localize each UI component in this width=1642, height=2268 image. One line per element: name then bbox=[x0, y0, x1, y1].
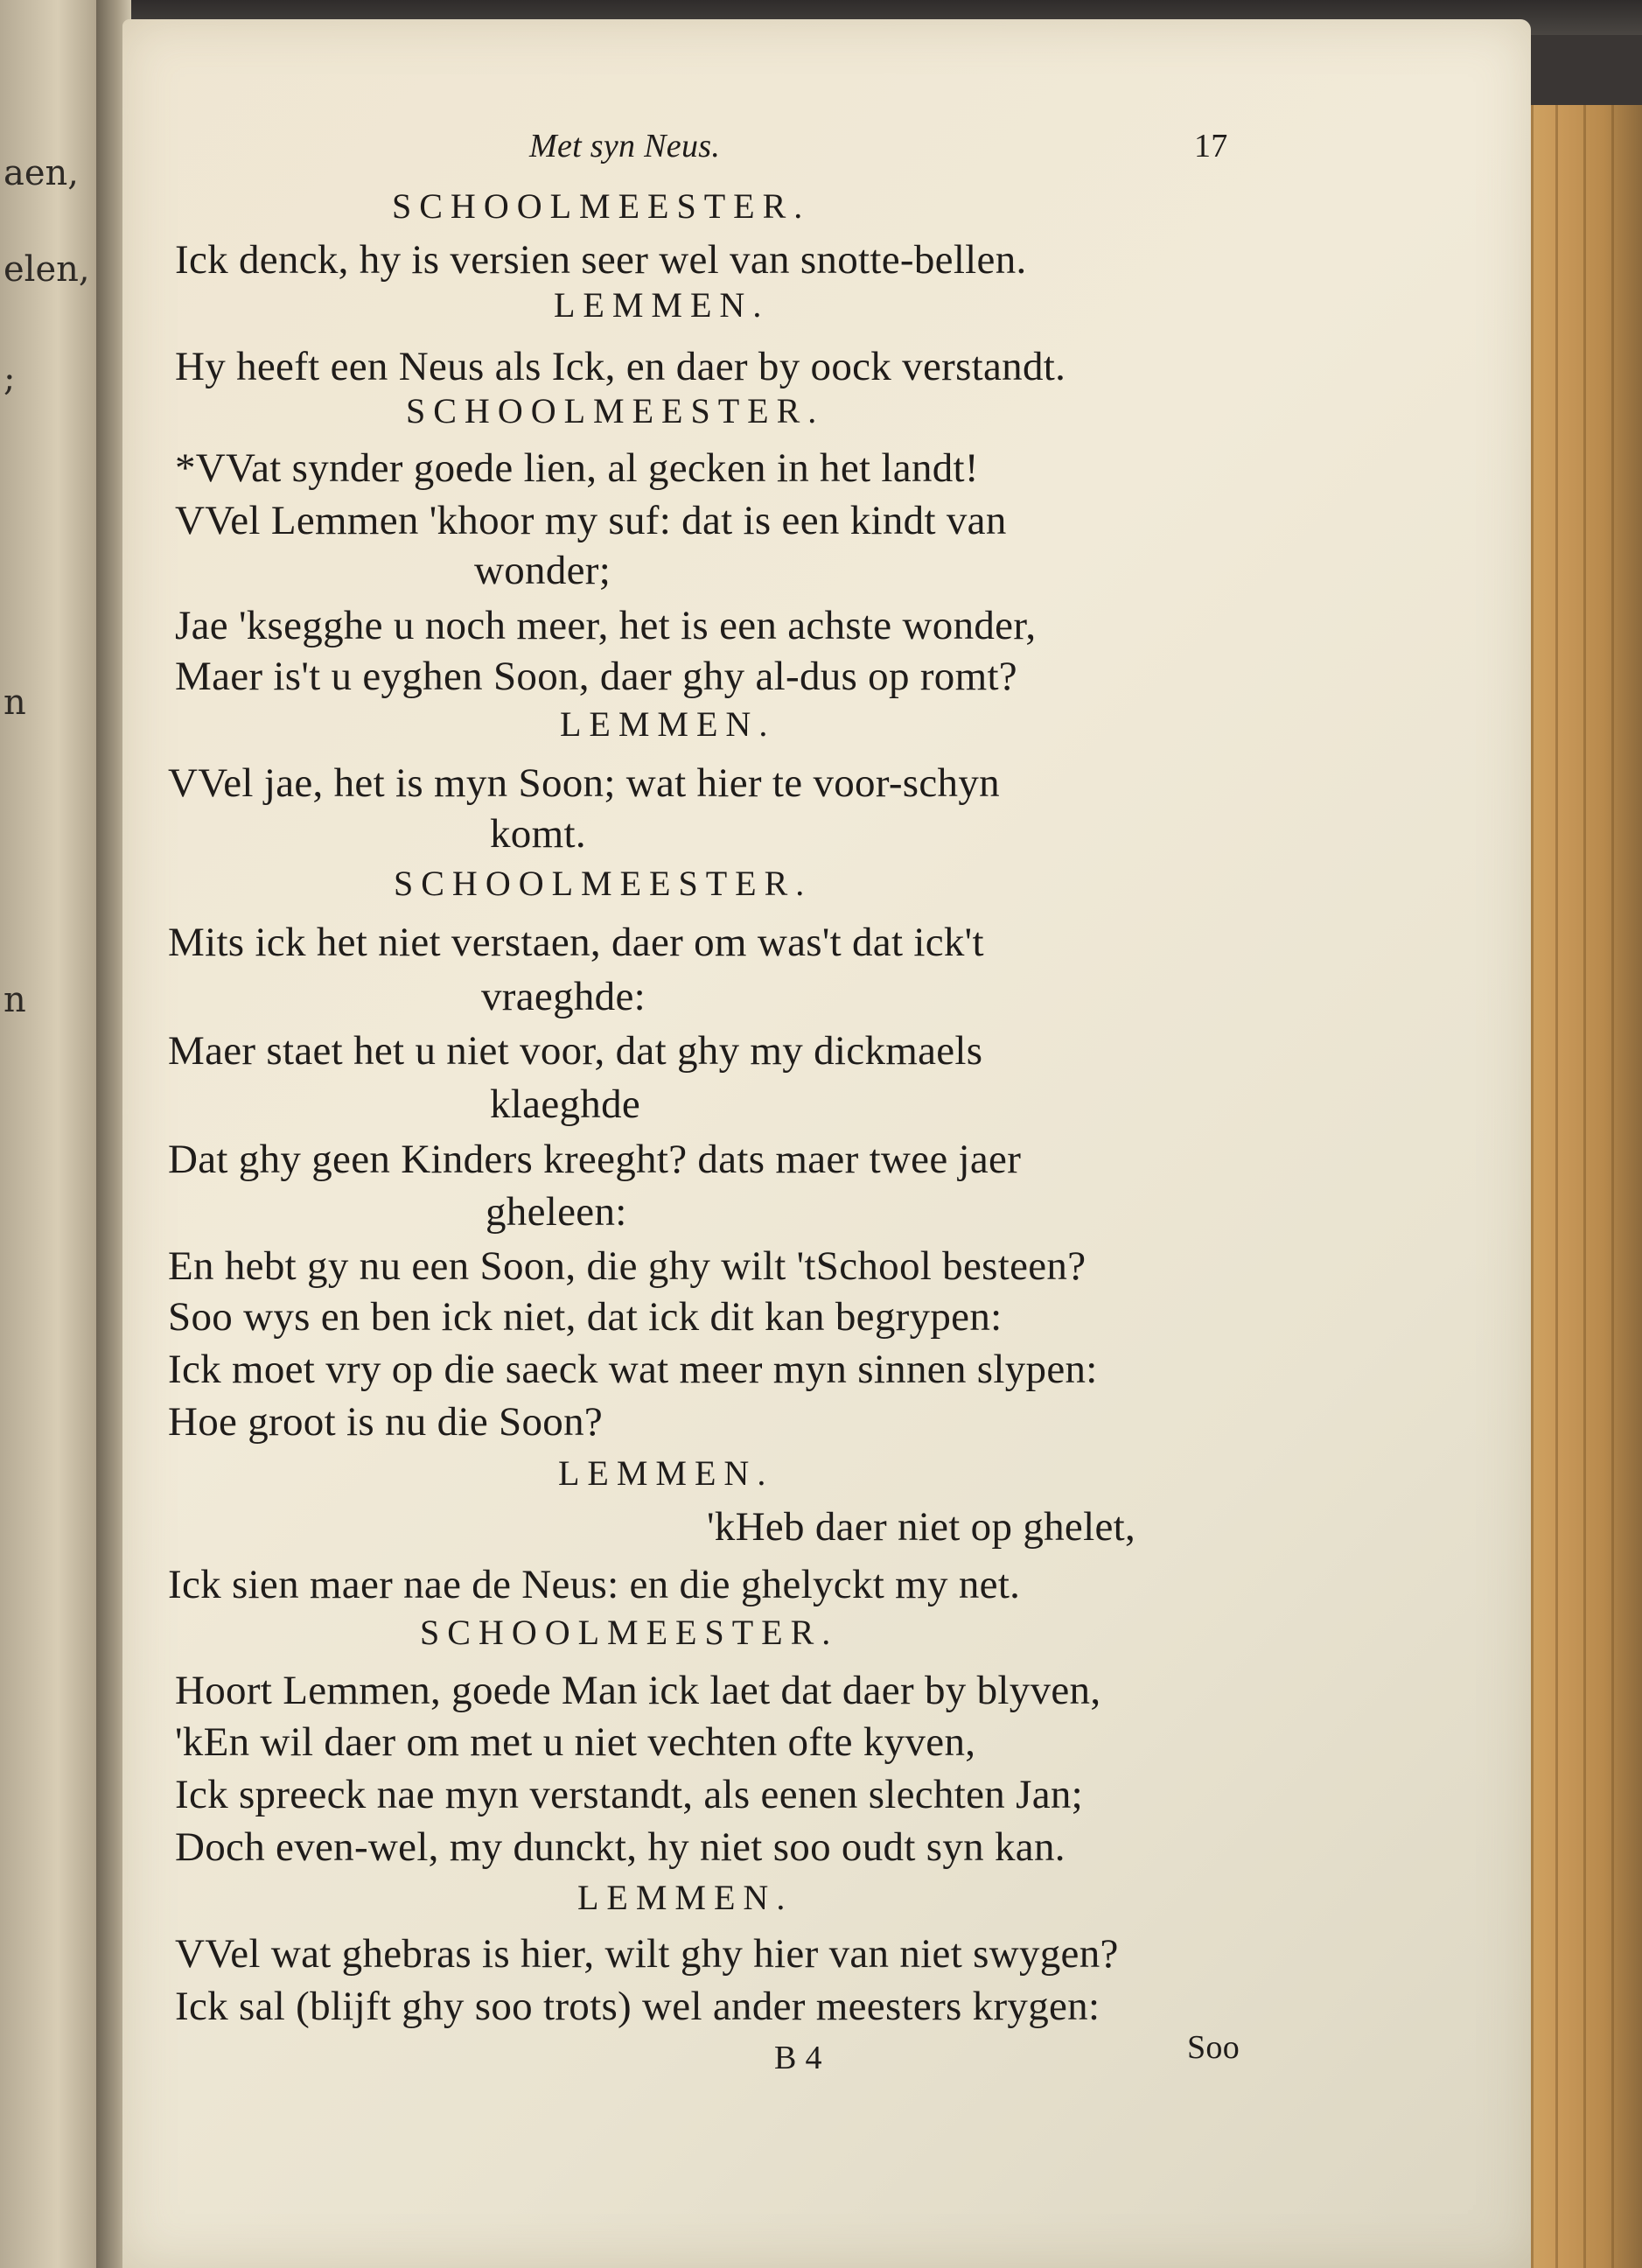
speaker-heading: SCHOOLMEESTER. bbox=[392, 186, 811, 226]
verse-line: Hoe groot is nu die Soon? bbox=[168, 1399, 604, 1445]
verse-turnover: wonder; bbox=[474, 548, 611, 593]
speaker-heading: SCHOOLMEESTER. bbox=[394, 864, 813, 903]
verse-line: Ick sal (blijft ghy soo trots) wel ander meesters krygen: bbox=[175, 1984, 1100, 2029]
verse-turnover: vraeghde: bbox=[481, 974, 646, 1019]
verse-line: Hy heeft een Neus als Ick, en daer by oock verstandt. bbox=[175, 344, 1066, 389]
speaker-heading: LEMMEN. bbox=[558, 1453, 774, 1493]
left-page-fragment: n bbox=[3, 682, 26, 723]
verse-line: VVel Lemmen 'khoor my suf: dat is een kindt van bbox=[175, 498, 1007, 543]
left-page-fragment: elen, bbox=[3, 249, 90, 290]
verse-line: Jae 'ksegghe u noch meer, het is een achste wonder, bbox=[175, 603, 1037, 648]
verse-turnover: klaeghde bbox=[490, 1082, 641, 1127]
speaker-heading: SCHOOLMEESTER. bbox=[406, 391, 825, 430]
verse-line: Soo wys en ben ick niet, dat ick dit kan begrypen: bbox=[168, 1294, 1003, 1340]
verse-line: Doch even-wel, my dunckt, hy niet soo oudt syn kan. bbox=[175, 1824, 1066, 1870]
verse-line: Ick spreeck nae myn verstandt, als eenen slechten Jan; bbox=[175, 1772, 1084, 1817]
page-number: 17 bbox=[1194, 128, 1228, 164]
left-page-fragment: n bbox=[3, 980, 26, 1020]
speaker-heading: LEMMEN. bbox=[560, 704, 776, 744]
signature-mark: B 4 bbox=[774, 2040, 822, 2076]
verse-turnover: komt. bbox=[490, 811, 586, 857]
verse-line: Dat ghy geen Kinders kreeght? dats maer twee jaer bbox=[168, 1137, 1022, 1182]
verse-line: Hoort Lemmen, goede Man ick laet dat daer by blyven, bbox=[175, 1668, 1101, 1713]
verse-line: VVel jae, het is myn Soon; wat hier te voor-schyn bbox=[168, 760, 1000, 806]
verse-line: Maer staet het u niet voor, dat ghy my dickmaels bbox=[168, 1028, 983, 1074]
verse-line: VVel wat ghebras is hier, wilt ghy hier van niet swygen? bbox=[175, 1931, 1119, 1977]
verse-turnover: gheleen: bbox=[486, 1189, 627, 1235]
left-page-fragment: ; bbox=[3, 359, 16, 399]
speaker-heading: LEMMEN. bbox=[554, 285, 770, 325]
verse-line: *VVat synder goede lien, al gecken in het landt! bbox=[175, 445, 979, 491]
catchword: Soo bbox=[1187, 2029, 1240, 2066]
verse-line: En hebt gy nu een Soon, die ghy wilt 'tSchool besteen? bbox=[168, 1243, 1087, 1289]
speaker-heading: LEMMEN. bbox=[577, 1878, 793, 1917]
left-page-fragment: aen, bbox=[3, 153, 79, 193]
running-head: Met syn Neus. bbox=[529, 128, 721, 164]
verse-line: Ick moet vry op die saeck wat meer myn sinnen slypen: bbox=[168, 1347, 1098, 1392]
verse-line: 'kEn wil daer om met u niet vechten ofte kyven, bbox=[175, 1719, 976, 1765]
speaker-heading: SCHOOLMEESTER. bbox=[420, 1613, 839, 1652]
verse-line: Ick sien maer nae de Neus: en die ghelyckt my net. bbox=[168, 1562, 1021, 1607]
verse-halfline: 'kHeb daer niet op ghelet, bbox=[707, 1504, 1136, 1550]
verse-line: Maer is't u eyghen Soon, daer ghy al-dus op romt? bbox=[175, 654, 1017, 699]
verse-line: Mits ick het niet verstaen, daer om was't dat ick't bbox=[168, 920, 984, 965]
verse-line: Ick denck, hy is versien seer wel van snotte-bellen. bbox=[175, 237, 1027, 283]
